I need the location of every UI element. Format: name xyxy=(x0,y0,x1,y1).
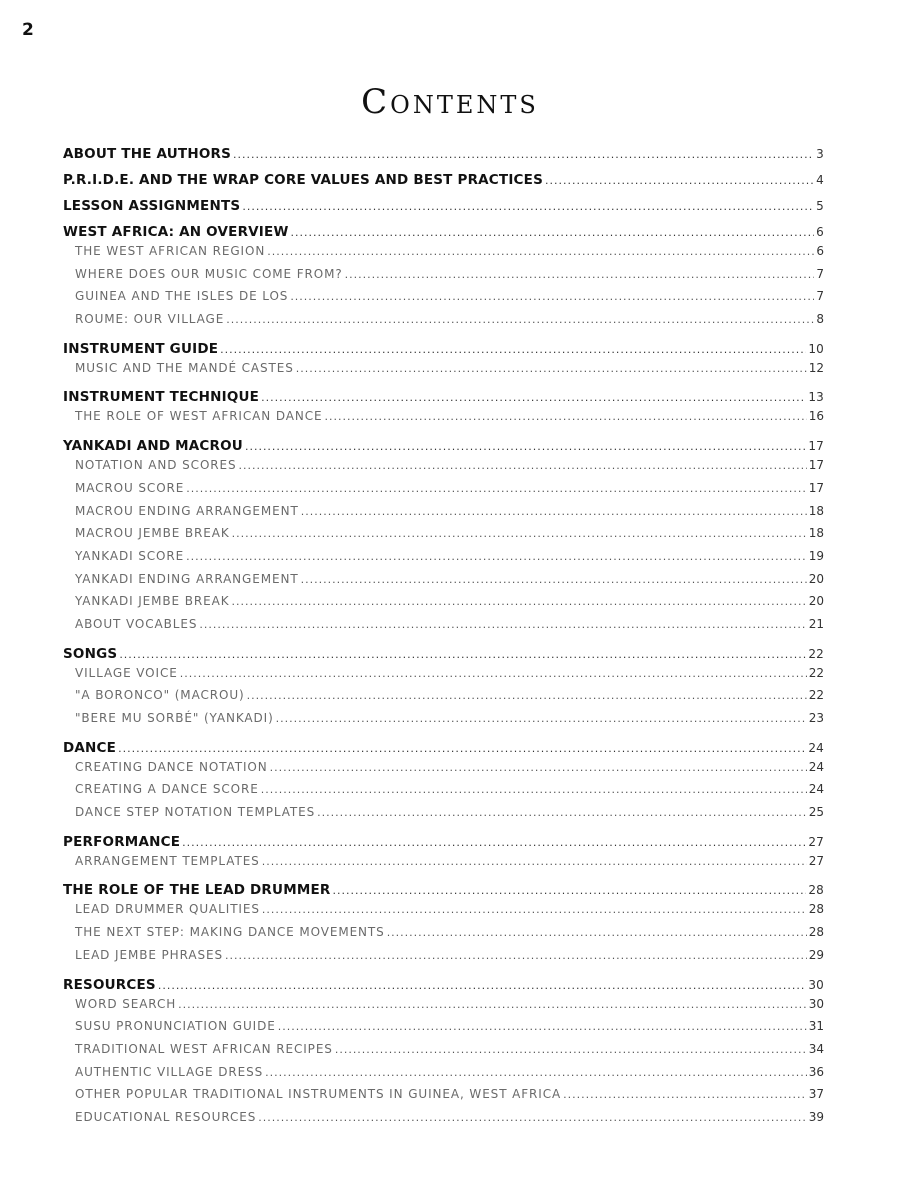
toc-subsection-title: WORD SEARCH xyxy=(75,996,177,1011)
toc-subsection-entry[interactable] xyxy=(63,594,824,617)
toc-section-entry[interactable] xyxy=(63,438,824,458)
toc-leader-dots xyxy=(119,648,806,661)
toc-page-number: 31 xyxy=(808,1019,824,1034)
toc-page-number: 18 xyxy=(808,526,824,541)
toc-subsection-entry[interactable] xyxy=(63,1019,824,1042)
toc-subsection-title: GUINEA AND THE ISLES DE LOS xyxy=(75,289,289,304)
toc-leader-dots xyxy=(262,855,807,868)
toc-subsection-entry[interactable] xyxy=(63,948,824,971)
toc-subsection-entry[interactable] xyxy=(63,409,824,432)
toc-subsection-title: LEAD JEMBE PHRASES xyxy=(75,947,223,962)
toc-section-title: YANKADI AND MACROU xyxy=(63,438,243,455)
toc-subsection-title: OTHER POPULAR TRADITIONAL INSTRUMENTS IN GUINEA, WEST AFRICA xyxy=(75,1087,562,1102)
toc-page-number: 17 xyxy=(808,480,824,495)
toc-subsection-entry[interactable] xyxy=(63,854,824,877)
toc-leader-dots xyxy=(232,527,807,540)
toc-page-number: 7 xyxy=(816,266,824,281)
toc-section-title: P.R.I.D.E. AND THE WRAP CORE VALUES AND BEST PRACTICES xyxy=(63,172,543,188)
toc-section-title: INSTRUMENT GUIDE xyxy=(63,340,219,357)
toc-subsection-entry[interactable] xyxy=(63,1087,824,1110)
toc-leader-dots xyxy=(290,290,814,303)
toc-page-number: 27 xyxy=(808,853,824,868)
toc-subsection-entry[interactable] xyxy=(63,267,824,290)
toc-subsection-entry[interactable] xyxy=(63,711,824,734)
toc-subsection-entry[interactable] xyxy=(63,289,824,312)
toc-page-number: 17 xyxy=(808,458,824,473)
toc-section xyxy=(63,172,824,192)
toc-subsection-entry[interactable] xyxy=(63,782,824,805)
toc-leader-dots xyxy=(267,245,814,258)
toc-leader-dots xyxy=(233,148,814,161)
toc-section-entry[interactable] xyxy=(63,198,824,218)
page-number: 2 xyxy=(22,20,34,40)
toc-section xyxy=(63,882,824,970)
toc-leader-dots xyxy=(226,313,814,326)
toc-subsection-entry[interactable] xyxy=(63,361,824,384)
toc-subsection-entry[interactable] xyxy=(63,925,824,948)
toc-page-number: 10 xyxy=(808,341,824,356)
toc-section-entry[interactable] xyxy=(63,389,824,409)
toc-leader-dots xyxy=(387,926,807,939)
toc-subsection-entry[interactable] xyxy=(63,549,824,572)
toc-subsection-title: MACROU ENDING ARRANGEMENT xyxy=(75,503,299,518)
toc-subsection-entry[interactable] xyxy=(63,688,824,711)
toc-leader-dots xyxy=(345,268,815,281)
toc-subsection-entry[interactable] xyxy=(63,244,824,267)
toc-subsection-title: YANKADI ENDING ARRANGEMENT xyxy=(75,571,299,586)
toc-subsection-entry[interactable] xyxy=(63,997,824,1020)
toc-page-number: 37 xyxy=(808,1087,824,1102)
toc-page-number: 18 xyxy=(808,503,824,518)
toc-leader-dots xyxy=(278,1020,807,1033)
toc-subsection-title: EDUCATIONAL RESOURCES xyxy=(75,1109,257,1124)
toc-subsection-title: LEAD DRUMMER QUALITIES xyxy=(75,902,260,917)
toc-leader-dots xyxy=(262,903,807,916)
toc-page-number: 29 xyxy=(808,947,824,962)
toc-page-number: 36 xyxy=(808,1064,824,1079)
toc-leader-dots xyxy=(332,884,806,897)
toc-subsection-entry[interactable] xyxy=(63,805,824,828)
toc-page-number: 7 xyxy=(816,289,824,304)
toc-subsection-entry[interactable] xyxy=(63,572,824,595)
toc-section xyxy=(63,834,824,877)
toc-section-title: DANCE xyxy=(63,739,117,756)
toc-page-number: 34 xyxy=(808,1041,824,1056)
toc-leader-dots xyxy=(186,550,807,563)
toc-page-number: 24 xyxy=(808,759,824,774)
toc-section-title: THE ROLE OF THE LEAD DRUMMER xyxy=(63,882,331,899)
toc-leader-dots xyxy=(545,174,814,187)
toc-page-number: 13 xyxy=(808,390,824,405)
toc-subsection-title: YANKADI SCORE xyxy=(75,548,185,563)
toc-leader-dots xyxy=(265,1066,807,1079)
toc-leader-dots xyxy=(325,410,807,423)
toc-section-title: RESOURCES xyxy=(63,976,156,993)
toc-page-number: 22 xyxy=(808,646,824,661)
page-title: Contents xyxy=(361,82,539,122)
toc-leader-dots xyxy=(239,459,807,472)
toc-section-entry[interactable] xyxy=(63,740,824,760)
toc-leader-dots xyxy=(231,595,806,608)
toc-subsection-title: MACROU JEMBE BREAK xyxy=(75,526,230,541)
toc-section xyxy=(63,224,824,335)
toc-subsection-title: SUSU PRONUNCIATION GUIDE xyxy=(75,1019,276,1034)
toc-subsection-title: NOTATION AND SCORES xyxy=(75,458,237,473)
toc-page-number: 17 xyxy=(808,439,824,454)
toc-page-number: 39 xyxy=(808,1109,824,1124)
toc-leader-dots xyxy=(276,712,807,725)
toc-page-number: 20 xyxy=(808,571,824,586)
toc-leader-dots xyxy=(247,689,807,702)
toc-leader-dots xyxy=(220,343,806,356)
toc-page-number: 20 xyxy=(808,594,824,609)
toc-leader-dots xyxy=(296,362,807,375)
toc-section-entry[interactable] xyxy=(63,977,824,997)
toc-leader-dots xyxy=(258,1111,806,1124)
toc-page-number: 28 xyxy=(808,883,824,898)
toc-leader-dots xyxy=(301,505,807,518)
toc-leader-dots xyxy=(158,979,807,992)
toc-subsection-entry[interactable] xyxy=(63,504,824,527)
table-of-contents xyxy=(63,146,824,1133)
toc-subsection-entry[interactable] xyxy=(63,1065,824,1088)
toc-page-number: 19 xyxy=(808,548,824,563)
toc-page-number: 28 xyxy=(808,925,824,940)
toc-subsection-title: TRADITIONAL WEST AFRICAN RECIPES xyxy=(75,1041,333,1056)
toc-subsection-entry[interactable] xyxy=(63,760,824,783)
toc-section xyxy=(63,977,824,1133)
toc-page-number: 3 xyxy=(816,147,824,161)
toc-subsection-title: DANCE STEP NOTATION TEMPLATES xyxy=(75,805,316,820)
toc-subsection-title: ARRANGEMENT TEMPLATES xyxy=(75,853,260,868)
toc-section xyxy=(63,341,824,384)
toc-section-entry[interactable] xyxy=(63,834,824,854)
toc-leader-dots xyxy=(261,783,807,796)
toc-section-entry[interactable] xyxy=(63,341,824,361)
toc-page-number: 16 xyxy=(808,409,824,424)
toc-section xyxy=(63,740,824,828)
toc-leader-dots xyxy=(261,391,806,404)
toc-section-title: SONGS xyxy=(63,645,118,662)
toc-leader-dots xyxy=(178,998,807,1011)
toc-section-title: LESSON ASSIGNMENTS xyxy=(63,198,241,214)
toc-leader-dots xyxy=(245,440,806,453)
toc-page-number: 27 xyxy=(808,834,824,849)
toc-leader-dots xyxy=(186,482,806,495)
toc-page-number: 30 xyxy=(808,977,824,992)
toc-section xyxy=(63,438,824,640)
toc-section-entry[interactable] xyxy=(63,224,824,244)
toc-leader-dots xyxy=(225,949,807,962)
toc-subsection-entry[interactable] xyxy=(63,1042,824,1065)
toc-leader-dots xyxy=(182,836,806,849)
toc-section-title: ABOUT THE AUTHORS xyxy=(63,146,232,162)
toc-leader-dots xyxy=(301,573,807,586)
toc-page-number: 6 xyxy=(816,225,824,239)
toc-page-number: 12 xyxy=(808,360,824,375)
toc-subsection-entry[interactable] xyxy=(63,666,824,689)
toc-page-number: 25 xyxy=(808,805,824,820)
toc-subsection-title: ROUME: OUR VILLAGE xyxy=(75,312,225,327)
toc-section xyxy=(63,198,824,218)
toc-subsection-entry[interactable] xyxy=(63,1110,824,1133)
toc-section-entry[interactable] xyxy=(63,646,824,666)
toc-subsection-title: ABOUT VOCABLES xyxy=(75,616,198,631)
toc-section xyxy=(63,389,824,432)
toc-subsection-title: WHERE DOES OUR MUSIC COME FROM? xyxy=(75,266,343,281)
toc-subsection-title: VILLAGE VOICE xyxy=(75,665,178,680)
toc-subsection-entry[interactable] xyxy=(63,617,824,640)
toc-section-title: INSTRUMENT TECHNIQUE xyxy=(63,389,260,406)
toc-subsection-title: THE WEST AFRICAN REGION xyxy=(75,244,266,258)
toc-subsection-title: "BERE MU SORBÉ" (YANKADI) xyxy=(75,711,274,725)
toc-subsection-title: CREATING A DANCE SCORE xyxy=(75,782,259,797)
toc-subsection-title: CREATING DANCE NOTATION xyxy=(75,759,268,774)
toc-page-number: 23 xyxy=(808,711,824,725)
toc-leader-dots xyxy=(335,1043,807,1056)
toc-leader-dots xyxy=(270,761,807,774)
toc-section xyxy=(63,146,824,166)
toc-page-number: 5 xyxy=(816,199,824,213)
toc-subsection-entry[interactable] xyxy=(63,458,824,481)
toc-page-number: 21 xyxy=(808,616,824,631)
toc-page-number: 22 xyxy=(808,665,824,680)
toc-page-number: 24 xyxy=(808,782,824,797)
toc-subsection-title: YANKADI JEMBE BREAK xyxy=(75,594,230,609)
toc-page-number: 4 xyxy=(816,173,824,187)
toc-leader-dots xyxy=(199,618,806,631)
toc-section-entry[interactable] xyxy=(63,146,824,166)
toc-section-title: PERFORMANCE xyxy=(63,833,181,850)
toc-subsection-entry[interactable] xyxy=(63,902,824,925)
toc-subsection-title: MACROU SCORE xyxy=(75,480,185,495)
toc-section-title: WEST AFRICA: AN OVERVIEW xyxy=(63,224,289,240)
toc-subsection-entry[interactable] xyxy=(63,481,824,504)
toc-leader-dots xyxy=(180,667,807,680)
toc-page-number: 6 xyxy=(816,244,824,258)
toc-leader-dots xyxy=(563,1088,807,1101)
toc-page-number: 22 xyxy=(808,688,824,703)
toc-page-number: 28 xyxy=(808,902,824,917)
toc-subsection-title: THE ROLE OF WEST AFRICAN DANCE xyxy=(75,409,323,424)
toc-subsection-title: "A BORONCO" (MACROU) xyxy=(75,688,245,703)
toc-subsection-title: AUTHENTIC VILLAGE DRESS xyxy=(75,1064,264,1079)
toc-leader-dots xyxy=(291,226,815,239)
toc-section xyxy=(63,646,824,734)
toc-page-number: 30 xyxy=(808,996,824,1011)
toc-page-number: 8 xyxy=(816,312,824,327)
toc-subsection-title: MUSIC AND THE MANDÉ CASTES xyxy=(75,360,294,375)
toc-page-number: 24 xyxy=(808,740,824,755)
toc-subsection-title: THE NEXT STEP: MAKING DANCE MOVEMENTS xyxy=(75,925,385,940)
toc-leader-dots xyxy=(317,806,807,819)
toc-subsection-entry[interactable] xyxy=(63,312,824,335)
toc-leader-dots xyxy=(118,742,806,755)
toc-leader-dots xyxy=(242,200,814,213)
toc-section-entry[interactable] xyxy=(63,172,824,192)
toc-section-entry[interactable] xyxy=(63,882,824,902)
toc-subsection-entry[interactable] xyxy=(63,526,824,549)
